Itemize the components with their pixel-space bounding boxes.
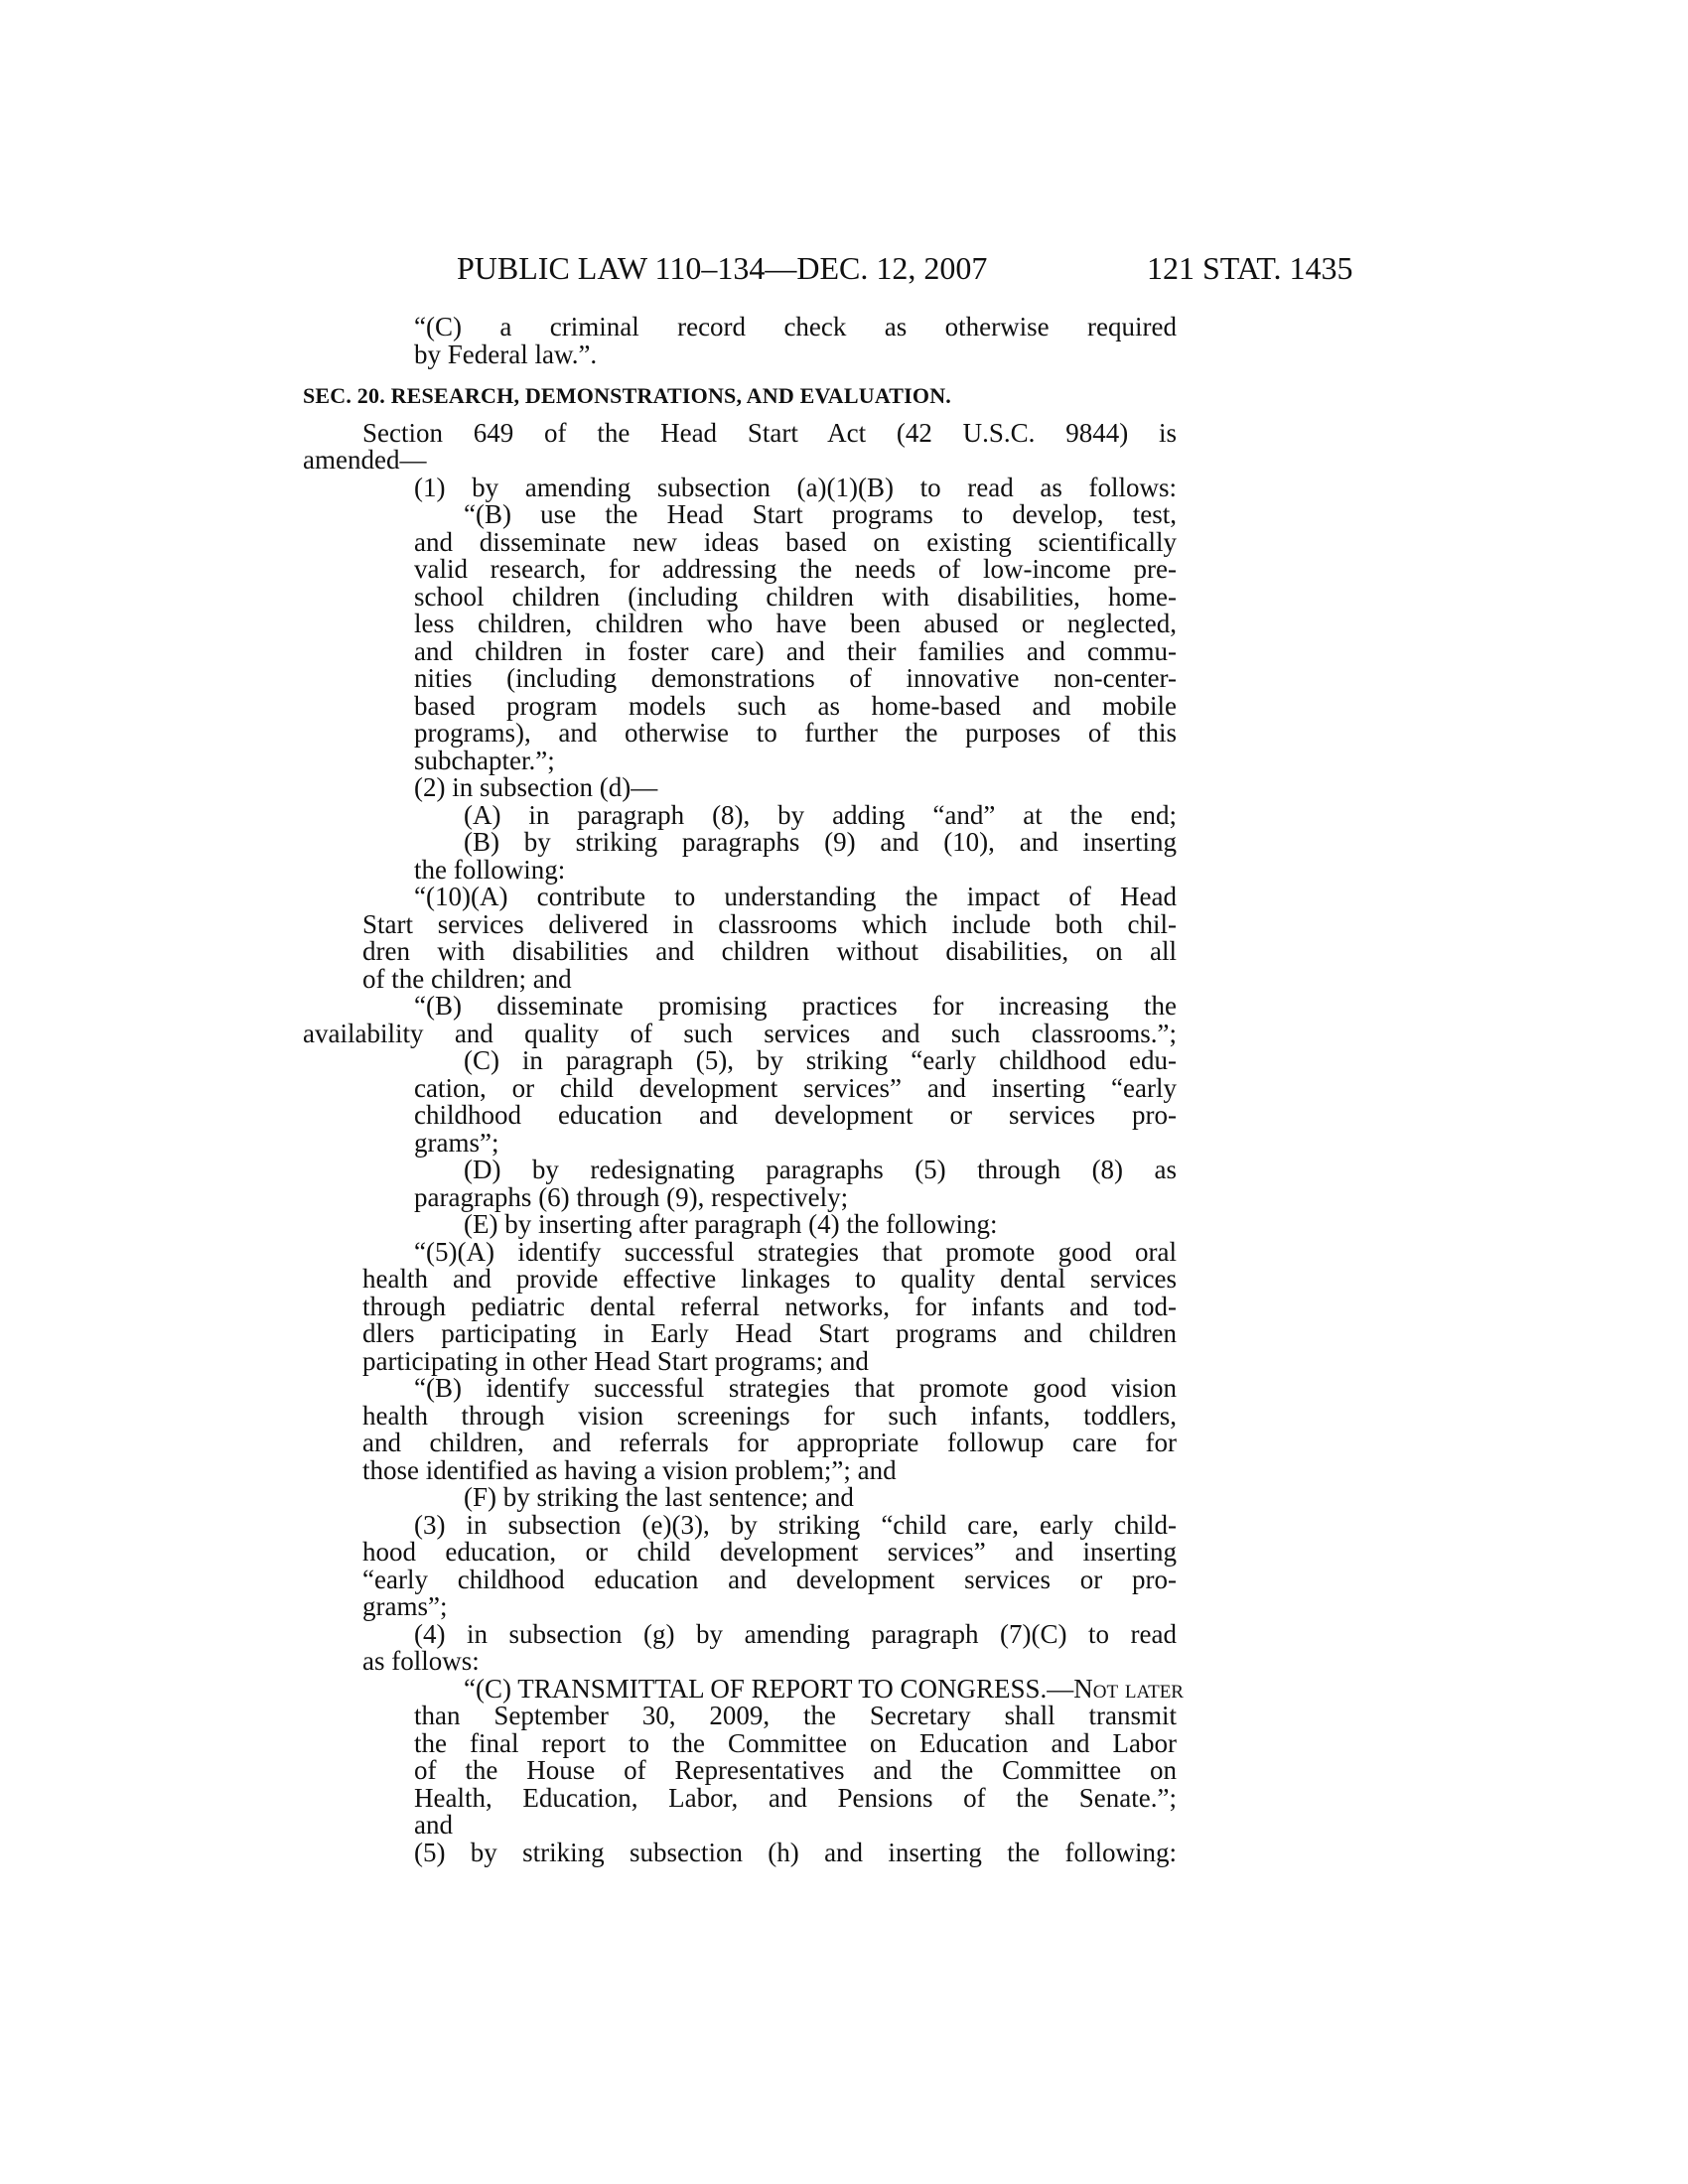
text-line: “(C) TRANSMITTAL OF REPORT TO CONGRESS.—Not later — [464, 1673, 1184, 1704]
text-line: hood education, or child development services” and inserting — [362, 1537, 1177, 1567]
text-line: “early childhood education and development services or pro- — [362, 1564, 1177, 1594]
text-line: the following: — [414, 854, 566, 885]
text-line: (E) by inserting after paragraph (4) the following: — [464, 1209, 998, 1239]
text-line: and children in foster care) and their families and commu- — [414, 635, 1177, 666]
text-line: (B) by striking paragraphs (9) and (10), and inserting — [464, 827, 1177, 857]
text-line: (D) by redesignating paragraphs (5) through (8) as — [464, 1155, 1177, 1184]
text-line: the final report to the Committee on Education and Labor — [414, 1727, 1177, 1758]
text-line: as follows: — [362, 1646, 480, 1676]
text-line: than September 30, 2009, the Secretary shall transmit — [414, 1701, 1177, 1730]
text-line: school children (including children with disabilities, home- — [414, 581, 1177, 612]
text-line: “(B) disseminate promising practices for increasing the — [414, 991, 1177, 1021]
text-line: Section 649 of the Head Start Act (42 U.S.C. 9844) is — [362, 417, 1177, 448]
text-line: through pediatric dental referral networks, for infants and tod- — [362, 1291, 1177, 1321]
text-line: participating in other Head Start programs; and — [362, 1345, 869, 1376]
text-line: and — [414, 1810, 453, 1840]
text-line: by Federal law.”. — [414, 339, 598, 369]
text-line: (1) by amending subsection (a)(1)(B) to read as follows: — [414, 472, 1177, 502]
text-line: and children, and referrals for appropriate followup care for — [362, 1428, 1177, 1457]
text-line: (F) by striking the last sentence; and — [464, 1482, 854, 1512]
text-line: childhood education and development or services pro- — [414, 1100, 1177, 1130]
text-line: programs), and otherwise to further the purposes of this — [414, 718, 1177, 748]
text-line: “(5)(A) identify successful strategies that promote good oral — [414, 1236, 1177, 1267]
text-line: those identified as having a vision problem;”; and — [362, 1454, 897, 1485]
text-line: Health, Education, Labor, and Pensions of the Senate.”; — [414, 1782, 1177, 1813]
text-line: valid research, for addressing the needs of low-income pre- — [414, 554, 1177, 584]
text-line: of the House of Representatives and the Committee on — [414, 1755, 1177, 1785]
text-line: “(C) a criminal record check as otherwise required — [414, 312, 1177, 341]
text-line: (3) in subsection (e)(3), by striking “child care, early child- — [414, 1509, 1177, 1540]
text-line: less children, children who have been abused or neglected, — [414, 609, 1177, 638]
text-line: and disseminate new ideas based on existing scientifically — [414, 526, 1177, 557]
text-line: Start services delivered in classrooms which include both chil- — [362, 908, 1177, 939]
text-line: dlers participating in Early Head Start programs and children — [362, 1318, 1177, 1348]
text-line: subchapter.”; — [414, 745, 555, 775]
text-line: availability and quality of such services and such classrooms.”; — [303, 1018, 1177, 1048]
text-line: dren with disabilities and children without disabilities, on all — [362, 936, 1177, 966]
text-line: paragraphs (6) through (9), respectively; — [414, 1181, 849, 1212]
running-head-title: PUBLIC LAW 110–134—DEC. 12, 2007 — [457, 250, 988, 286]
text-line: (2) in subsection (d)— — [414, 772, 658, 802]
text-line: “(B) use the Head Start programs to develop, test, — [464, 499, 1177, 529]
text-line: grams”; — [414, 1127, 499, 1158]
text-line: “(10)(A) contribute to understanding the impact of Head — [414, 882, 1177, 911]
text-line: nities (including demonstrations of innovative non-center- — [414, 663, 1177, 693]
text-line: health through vision screenings for such infants, toddlers, — [362, 1400, 1177, 1431]
text-line: grams”; — [362, 1591, 448, 1621]
text-line: based program models such as home-based and mobile — [414, 690, 1177, 721]
text-line: amended— — [303, 445, 427, 475]
text-line: “(B) identify successful strategies that promote good vision — [414, 1373, 1177, 1403]
statute-page-number: 121 STAT. 1435 — [1147, 250, 1353, 286]
text-line: (A) in paragraph (8), by adding “and” at the end; — [464, 799, 1177, 830]
text-line: (C) in paragraph (5), by striking “early childhood edu- — [464, 1045, 1177, 1075]
text-line: health and provide effective linkages to quality dental services — [362, 1264, 1177, 1294]
text-line: cation, or child development services” and inserting “early — [414, 1072, 1177, 1103]
text-line: (5) by striking subsection (h) and inserting the following: — [414, 1837, 1177, 1867]
page-header — [0, 248, 1688, 288]
text-line: (4) in subsection (g) by amending paragraph (7)(C) to read — [414, 1618, 1177, 1649]
section-heading: SEC. 20. RESEARCH, DEMONSTRATIONS, AND EVALUATION. — [303, 383, 952, 408]
text-line: of the children; and — [362, 963, 572, 994]
document-body — [303, 312, 1184, 1867]
